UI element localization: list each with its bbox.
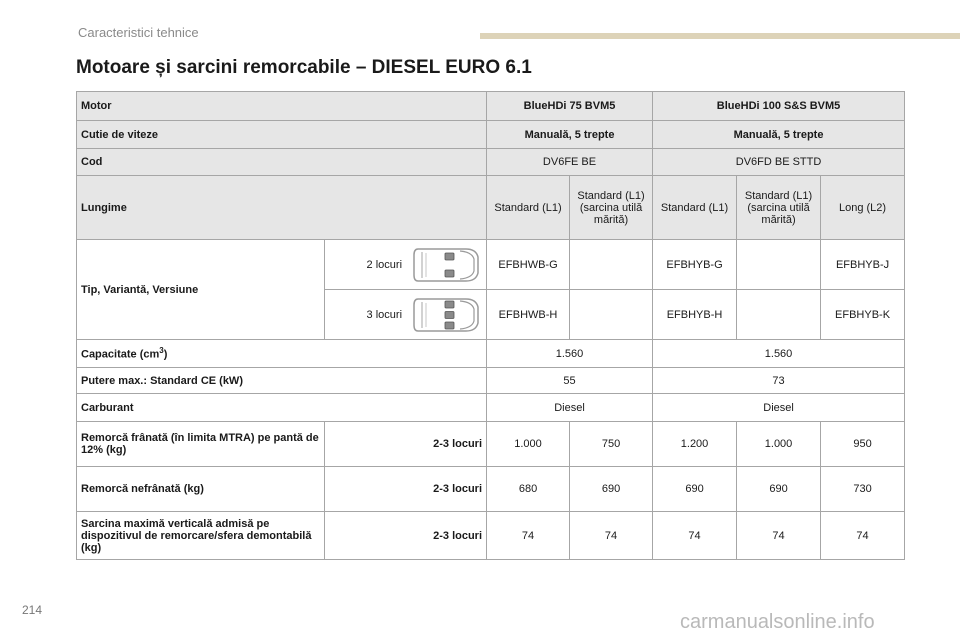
row-length [77,176,905,240]
unbraked-value-5: 730 [821,467,905,512]
variant-3-value-5: EFBHYB-K [821,290,905,340]
fuel-value-2: Diesel [653,394,905,422]
gearbox-value-1: Manuală, 5 trepte [487,121,653,149]
vertical-value-3: 74 [653,512,737,560]
row-motor [77,92,905,121]
length-value-5: Long (L2) [821,176,905,240]
power-value-2: 73 [653,368,905,394]
capacity-label: Capacitate $(cm^3)$ [77,340,487,368]
braked-value-1: 1.000 [487,422,570,467]
fuel-value-1: Diesel [487,394,653,422]
row-braked-trailer [77,422,905,467]
unbraked-seats: 2-3 locuri [325,467,487,512]
variant-3-value-2 [570,290,653,340]
row-capacity [77,340,905,368]
van-2-seats-icon [412,245,482,285]
seat-config-3 [325,290,487,340]
row-fuel [77,394,905,422]
motor-label: Motor [77,92,487,121]
variant-2-value-5: EFBHYB-J [821,240,905,290]
braked-value-2: 750 [570,422,653,467]
specs-table [76,91,905,560]
page-title: Motoare și sarcini remorcabile – DIESEL EURO 6.1 [76,57,532,78]
gearbox-value-2: Manuală, 5 trepte [653,121,905,149]
watermark: carmanualsonline.info [680,611,875,633]
braked-seats: 2-3 locuri [325,422,487,467]
seats-3-label: 3 locuri [366,308,403,321]
row-vertical-load [77,512,905,560]
motor-value-2: BlueHDi 100 S&S BVM5 [653,92,905,121]
vertical-value-5: 74 [821,512,905,560]
braked-value-5: 950 [821,422,905,467]
unbraked-label: Remorcă nefrânată (kg) [77,467,325,512]
vertical-value-2: 74 [570,512,653,560]
vertical-seats: 2-3 locuri [325,512,487,560]
capacity-value-1: 1.560 [487,340,653,368]
header-decor-bar [480,33,960,39]
length-value-3: Standard (L1) [653,176,737,240]
variant-3-value-3: EFBHYB-H [653,290,737,340]
seat-config-2 [325,240,487,290]
unbraked-value-4: 690 [737,467,821,512]
length-value-2: Standard (L1) (sarcina utilă mărită) [570,176,653,240]
row-code [77,149,905,176]
unbraked-value-3: 690 [653,467,737,512]
seats-2-label: 2 locuri [366,258,403,271]
row-variant-2-seats [77,240,905,290]
capacity-value-2: 1.560 [653,340,905,368]
braked-label: Remorcă frânată (în limita MTRA) pe pantă de 12% (kg) [77,422,325,467]
braked-value-3: 1.200 [653,422,737,467]
length-value-4: Standard (L1) (sarcina utilă mărită) [737,176,821,240]
variant-2-value-1: EFBHWB-G [487,240,570,290]
motor-value-1: BlueHDi 75 BVM5 [487,92,653,121]
gearbox-label: Cutie de viteze [77,121,487,149]
row-power [77,368,905,394]
unbraked-value-2: 690 [570,467,653,512]
variant-label: Tip, Variantă, Versiune [77,240,325,340]
vertical-value-1: 74 [487,512,570,560]
power-value-1: 55 [487,368,653,394]
variant-3-value-1: EFBHWB-H [487,290,570,340]
capacity-label-sup: 3 [159,346,164,356]
code-label: Cod [77,149,487,176]
fuel-label: Carburant [77,394,487,422]
page-number: 214 [22,603,43,617]
variant-2-value-4 [737,240,821,290]
braked-value-4: 1.000 [737,422,821,467]
unbraked-value-1: 680 [487,467,570,512]
power-label: Putere max.: Standard CE (kW) [77,368,487,394]
length-value-1: Standard (L1) [487,176,570,240]
code-value-2: DV6FD BE STTD [653,149,905,176]
variant-3-value-4 [737,290,821,340]
variant-2-value-3: EFBHYB-G [653,240,737,290]
row-unbraked-trailer [77,467,905,512]
vertical-value-4: 74 [737,512,821,560]
length-label: Lungime [77,176,487,240]
section-header: Caracteristici tehnice [78,25,199,40]
row-gearbox [77,121,905,149]
code-value-1: DV6FE BE [487,149,653,176]
variant-2-value-2 [570,240,653,290]
vertical-label: Sarcina maximă verticală admisă pe dispozitivul de remorcare/sfera demontabilă (kg) [77,512,325,560]
van-3-seats-icon [412,295,482,335]
